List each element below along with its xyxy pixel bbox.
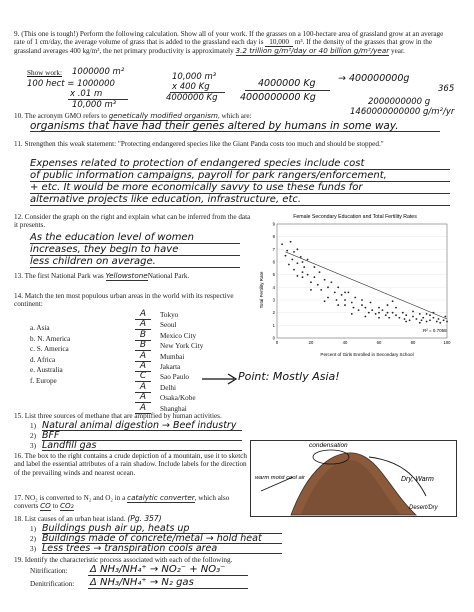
city-name: Delhi <box>160 383 176 392</box>
q10-answer: organisms that have had their genes altered by humans in some way. <box>30 120 399 132</box>
data-point <box>319 271 321 273</box>
data-point <box>438 318 440 320</box>
q19-nitrification-label: Nitrification: <box>30 567 68 575</box>
data-point <box>307 274 309 276</box>
y-tick-label: 3 <box>272 297 275 303</box>
data-point <box>399 317 401 319</box>
q9-text: 9. (This one is tough!) Perform the following calculation. Show all of your work. If the grasses on a 100-hectare area of grassland grow at an average rate of 1 cm/day, the average volume of grass that is added to the grassland each day is 10,000 m³. If the density of the grasses that grow in the grassland averages 400 kg/m³, the net primary productivity is approximately 3.2 trillion g/m²/day or 40 billion g/m²/year year. <box>14 30 444 55</box>
data-point <box>361 299 363 301</box>
data-point <box>307 259 309 261</box>
data-point <box>405 314 407 316</box>
q9-show-work: Show work: <box>27 69 62 77</box>
q19-denitrification-label: Denitrification: <box>30 580 75 588</box>
data-point <box>444 316 446 318</box>
q17-text: 17. NO₂ is converted to N₂ and O₂ in a catalytic converter, which also converts CO to CO₂ <box>14 493 230 511</box>
data-point <box>341 294 343 296</box>
y-tick-label: 2 <box>272 310 275 316</box>
data-point <box>395 314 397 316</box>
data-point <box>433 317 435 319</box>
data-point <box>285 255 287 257</box>
data-point <box>303 266 305 268</box>
answer-line <box>88 575 248 576</box>
data-point <box>358 309 360 311</box>
q15-text: 15. List three sources of methane that are amplified by human activities. <box>14 412 222 420</box>
q11-answer-line: Expenses related to protection of endangered species include cost <box>30 158 365 169</box>
data-point <box>387 312 389 314</box>
desert-label: Desert/Dry <box>409 505 438 511</box>
data-point <box>365 316 367 318</box>
q17-blank2: CO <box>40 501 51 511</box>
data-point <box>353 307 355 309</box>
data-point <box>327 297 329 299</box>
r-squared-label: R² = 0.7058 <box>423 328 447 333</box>
data-point <box>421 319 423 321</box>
fertility-scatter-chart <box>255 210 455 360</box>
x-tick-label: 100 <box>443 340 451 345</box>
q9-work: x 400 Kg <box>172 82 210 92</box>
x-tick-label: 20 <box>308 340 314 345</box>
q9-work: 10,000 m³ <box>72 100 117 110</box>
data-point <box>297 248 299 250</box>
city-continent-answer[interactable]: A <box>135 310 151 320</box>
data-point <box>302 261 304 263</box>
q11-answer-line: + etc. It would be more economically savvy to use these funds for <box>30 182 363 193</box>
data-point <box>293 251 295 253</box>
data-point <box>351 313 353 315</box>
q18-note: (Pg. 357) <box>127 514 162 523</box>
data-point <box>388 317 390 319</box>
x-axis-label: Percent of Girls Enrolled in Secondary School <box>320 352 414 357</box>
data-point <box>344 299 346 301</box>
answer-line <box>42 553 282 554</box>
q9-blank-npp: 3.2 trillion g/m²/day or 40 billion g/m²/year <box>235 45 390 55</box>
condensation-label: condensation <box>309 442 348 449</box>
data-point <box>324 300 326 302</box>
y-tick-label: 6 <box>272 259 275 265</box>
data-point <box>370 302 372 304</box>
q11-answer-line: alternative projects like education, infrastructure, etc. <box>30 194 302 205</box>
data-point <box>368 312 370 314</box>
data-point <box>387 304 389 306</box>
arrow-icon <box>200 372 240 386</box>
q12-answer-line: less children on average. <box>30 256 156 267</box>
x-tick-label: 60 <box>376 340 382 345</box>
data-point <box>351 302 353 304</box>
data-point <box>348 292 350 294</box>
data-point <box>302 271 304 273</box>
city-continent-answer[interactable]: B <box>135 341 151 351</box>
heat-island-cause-answer: Buildings push air up, heats up <box>42 523 190 534</box>
continent-option: e. Australia <box>30 366 63 374</box>
x-tick-label: 80 <box>410 340 416 345</box>
data-point <box>392 300 394 302</box>
continent-option: d. Africa <box>30 355 56 364</box>
heat-island-cause-answer: Buildings made of concrete/metal → hold heat <box>42 533 262 544</box>
city-name: Jakarta <box>160 363 181 371</box>
answer-line <box>30 131 440 132</box>
data-point <box>439 322 441 324</box>
chart-axes <box>273 222 452 346</box>
rain-shadow-box <box>250 440 457 517</box>
q17-blank3: CO₂ <box>60 501 74 511</box>
data-point <box>378 312 380 314</box>
data-point <box>337 286 339 288</box>
q11-answer-line: of public information campaigns, payroll for park rangers/enforcement, <box>30 170 387 181</box>
q18-text: 18. List causes of an urban heat island. (Pg. 357) <box>14 514 162 523</box>
y-tick-label: 9 <box>272 221 275 227</box>
q9-work: 4000000 Kg <box>258 78 316 89</box>
city-continent-answer[interactable]: A <box>135 352 151 362</box>
data-point <box>337 304 339 306</box>
y-tick-label: 4 <box>272 284 275 290</box>
q9-work: 4000000000 Kg <box>240 92 316 103</box>
data-point <box>405 321 407 323</box>
warm-cool-label: warm moist cool air <box>255 475 305 481</box>
data-point <box>314 266 316 268</box>
data-point <box>426 321 428 323</box>
city-continent-answer[interactable]: A <box>135 404 151 414</box>
city-name: Seoul <box>160 321 177 330</box>
q10-text: 10. The acronym GMO refers to genetically modified organism, which are: <box>14 111 252 120</box>
q16-text: 16. The box to the right contains a crude depiction of a mountain, use it to sketch and label the essential attributes of a rain shadow. Include labels for the direction of the prevailing winds and nearest ocean. <box>14 452 248 477</box>
data-point <box>336 299 338 301</box>
data-point <box>419 313 421 315</box>
methane-source-answer: Landfill gas <box>42 440 97 451</box>
q9-work: 10,000 m³ <box>172 72 217 82</box>
list-item-number: 3) <box>30 442 36 450</box>
q19-nitrification-answer: Δ NH₃/NH₄⁺ → NO₂⁻ + NO₃⁻ <box>90 564 226 575</box>
continent-option: a. Asia <box>30 324 50 332</box>
q9-blank-volume: 10,000 <box>265 38 293 47</box>
q12-answer-line: As the education level of women <box>30 232 194 243</box>
data-point <box>288 264 290 266</box>
q9-work-line <box>245 90 330 91</box>
q10-blank: genetically modified organism <box>108 111 218 120</box>
data-point <box>297 275 299 277</box>
data-point <box>392 312 394 314</box>
q14-text: 14. Match the ten most populous urban areas in the world with its respective continent: <box>14 292 234 309</box>
answer-line <box>42 430 242 431</box>
data-point <box>382 309 384 311</box>
dry-warm-label: Dry, Warm <box>401 476 434 483</box>
city-name: Mumbai <box>160 352 185 361</box>
data-point <box>302 276 304 278</box>
q12-text: 12. Consider the graph on the right and explain what can be inferred from the data it presents. <box>14 213 251 230</box>
y-tick-label: 8 <box>272 234 275 240</box>
list-item-number: 1) <box>30 525 36 533</box>
q13-text: 13. The first National Park was YellowstoneNational Park. <box>14 271 190 280</box>
q9-work: → 400000000g <box>338 73 410 84</box>
data-point <box>331 281 333 283</box>
data-point <box>354 297 356 299</box>
data-point <box>378 317 380 319</box>
data-point <box>344 304 346 306</box>
chart-points <box>281 241 448 324</box>
city-continent-answer[interactable]: A <box>135 320 151 330</box>
q9-work: 1460000000000 g/m²/yr <box>350 107 455 117</box>
q11-text: 11. Strengthen this weak statement: "Protecting endangered species like the Giant Panda costs too much and should be stopped." <box>14 140 384 148</box>
data-point <box>412 316 414 318</box>
data-point <box>419 322 421 324</box>
answer-line <box>30 205 450 206</box>
q13-blank: Yellowstone <box>105 271 148 280</box>
data-point <box>385 314 387 316</box>
data-point <box>291 259 293 261</box>
data-point <box>404 318 406 320</box>
q9-work: 100 hect = 1000000 <box>27 79 115 89</box>
city-name: New York City <box>160 342 204 351</box>
continent-option: c. S. America <box>30 345 69 353</box>
methane-source-answer: BFF <box>42 430 60 441</box>
mountain-sketch <box>251 441 456 516</box>
data-point <box>375 313 377 315</box>
continent-option: b. N. America <box>30 334 71 343</box>
answer-line <box>30 267 240 268</box>
y-tick-label: 1 <box>272 322 275 328</box>
q9-work: 365 <box>438 84 455 94</box>
q19-denitrification-answer: Δ NH₃/NH₄⁺ → N₂ gas <box>90 577 194 588</box>
q14-note: Point: Mostly Asia! <box>238 370 340 383</box>
y-tick-label: 7 <box>272 246 275 252</box>
data-point <box>324 279 326 281</box>
q19-text: 19. Identify the characteristic process associated with each of the following. <box>14 556 233 564</box>
data-point <box>426 313 428 315</box>
data-point <box>344 292 346 294</box>
list-item-number: 2) <box>30 432 36 440</box>
answer-line <box>42 450 242 451</box>
data-point <box>361 304 363 306</box>
continent-option: f. Europe <box>30 376 57 385</box>
q12-answer-line: increases, they begin to have <box>30 244 179 255</box>
city-continent-answer[interactable]: A <box>135 383 151 393</box>
y-tick-label: 0 <box>272 335 275 341</box>
q9-work: x .01 m <box>70 89 103 99</box>
list-item-number: 1) <box>30 422 36 430</box>
list-item-number: 3) <box>30 545 36 553</box>
city-continent-answer[interactable]: A <box>135 393 151 403</box>
data-point <box>443 319 445 321</box>
answer-line <box>88 588 248 589</box>
data-point <box>286 250 288 252</box>
data-point <box>409 319 411 321</box>
data-point <box>378 307 380 309</box>
q17-blank1: catalytic converter <box>127 493 195 502</box>
x-tick-label: 40 <box>342 340 348 345</box>
data-point <box>402 312 404 314</box>
data-point <box>371 309 373 311</box>
data-point <box>297 262 299 264</box>
city-name: Shanghai <box>160 404 187 413</box>
city-name: Osaka/Kobe <box>160 394 196 403</box>
y-tick-label: 5 <box>272 272 275 278</box>
data-point <box>327 286 329 288</box>
data-point <box>436 321 438 323</box>
data-point <box>365 307 367 309</box>
data-point <box>429 314 431 316</box>
city-continent-answer[interactable]: A <box>135 362 151 372</box>
data-point <box>412 311 414 313</box>
data-point <box>281 243 283 245</box>
data-point <box>320 289 322 291</box>
q9-work: 4000000 Kg <box>166 93 218 103</box>
data-point <box>314 276 316 278</box>
data-point <box>310 281 312 283</box>
city-continent-answer[interactable]: C <box>135 372 151 382</box>
city-name: Mexico City <box>160 331 197 340</box>
data-point <box>317 284 319 286</box>
data-point <box>310 289 312 291</box>
data-point <box>395 307 397 309</box>
city-name: Tokyo <box>160 311 179 319</box>
data-point <box>290 241 292 243</box>
city-continent-answer[interactable]: B <box>135 331 151 341</box>
city-name: Sao Paulo <box>160 373 189 382</box>
methane-source-answer: Natural animal digestion → Beef industry <box>42 420 237 431</box>
data-point <box>446 321 448 323</box>
q9-work: 1000000 m² <box>72 67 125 77</box>
y-axis-label: Total Fertility Rate <box>259 271 264 309</box>
data-point <box>429 319 431 321</box>
heat-island-cause-answer: Less trees → transpiration cools area <box>42 543 218 554</box>
chart-title: Female Secondary Education and Total Fertility Rates <box>293 214 417 220</box>
list-item-number: 2) <box>30 535 36 543</box>
data-point <box>334 292 336 294</box>
q9-work: 2000000000 g <box>368 97 431 107</box>
data-point <box>293 269 295 271</box>
x-tick-label: 0 <box>275 340 279 345</box>
data-point <box>416 318 418 320</box>
data-point <box>422 317 424 319</box>
data-point <box>300 256 302 258</box>
